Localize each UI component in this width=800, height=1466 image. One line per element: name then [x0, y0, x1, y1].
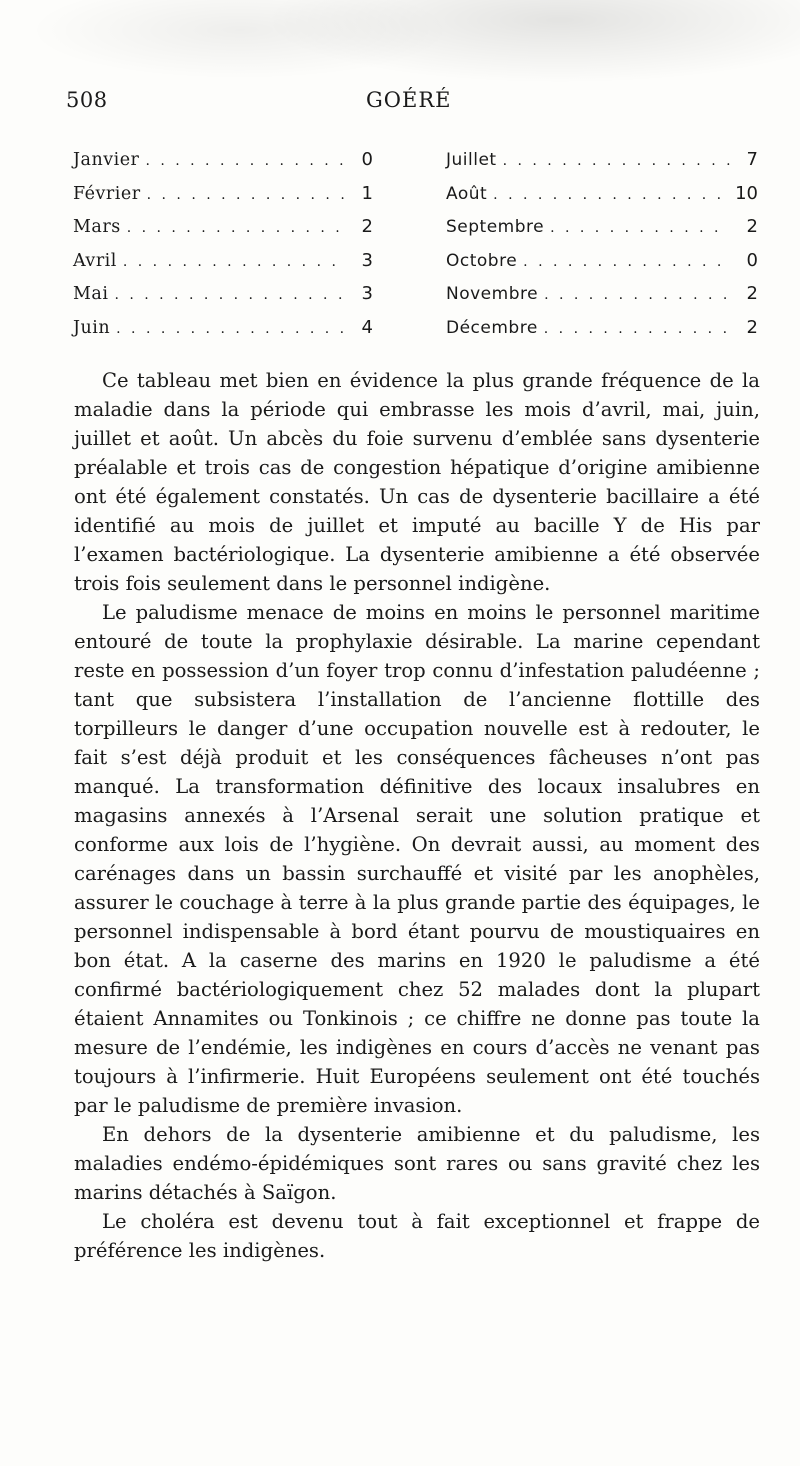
month-count: 1: [361, 182, 373, 204]
table-row: [73, 244, 373, 278]
table-row: [446, 311, 758, 345]
paragraph: En dehors de la dysenterie amibienne et du paludisme, les maladies endémo-épidémiques sont rares ou sans gravité chez les marins détachés à Saïgon.: [74, 1123, 760, 1204]
month-name: Août: [446, 183, 488, 204]
month-count: 2: [361, 216, 373, 237]
month-count: 2: [746, 316, 758, 338]
table-row: [73, 277, 373, 311]
month-name: Janvier: [73, 150, 140, 170]
table-row: [446, 210, 758, 244]
month-count: 3: [361, 283, 373, 304]
table-row: [73, 210, 373, 244]
month-count: 3: [361, 249, 373, 271]
dot-leader: [544, 313, 730, 347]
month-name: Octobre: [446, 250, 518, 271]
month-name: Juin: [73, 317, 111, 338]
month-count: 7: [746, 149, 758, 170]
table-row: [446, 244, 758, 278]
table-row: [73, 143, 373, 177]
month-count: 10: [735, 182, 758, 204]
dot-leader: [544, 279, 730, 313]
table-row: [446, 177, 758, 211]
month-name: Septembre: [446, 217, 545, 237]
month-name: Juillet: [446, 150, 497, 170]
dot-leader: [550, 212, 730, 246]
month-count: 0: [746, 249, 758, 271]
paragraph: Le paludisme menace de moins en moins le personnel maritime entouré de toute la prophylaxie désirable. La marine cependant reste en possession d’un foyer trop connu d’infestation paludéenne ; tant que subsistera l’installation de l’ancienne flottille des torpilleurs le danger d’une occupation nouvelle est à redouter, le fait s’est déjà produit et les conséquences fâcheuses n’ont pas manqué. La transformation définitive des locaux insalubres en magasins annexés à l’Arsenal serait une solution pratique et conforme aux lois de l’hygiène. On devrait aussi, au moment des carénages dans un bassin surchauffé et visité par les anophèles, assurer le couchage à terre à la plus grande partie des équipages, le personnel indispensable à bord étant pourvu de moustiquaires en bon état. A la caserne des marins en 1920 le paludisme a été confirmé bactériologiquement chez 52 malades dont la plupart étaient Annamites ou Tonkinois ; ce chiffre ne donne pas toute la mesure de l’endémie, les indigènes en cours d’accès ne venant pas toujours à l’infirmerie. Huit Européens seulement ont été touchés par le paludisme de première invasion.: [74, 601, 760, 1117]
month-name: Novembre: [446, 284, 539, 304]
dot-leader: [503, 145, 730, 179]
dot-leader: [116, 313, 345, 347]
dot-leader: [114, 279, 345, 313]
month-count: 2: [746, 216, 758, 237]
paragraph: Le choléra est devenu tout à fait exceptionnel et frappe de préférence les indigènes.: [74, 1210, 760, 1262]
month-name: Mai: [73, 284, 109, 304]
dot-leader: [145, 145, 345, 179]
dot-leader: [127, 212, 345, 246]
month-name: Avril: [73, 250, 117, 271]
body-text: [74, 366, 760, 1265]
table-row: [73, 311, 373, 345]
page-number: 508: [66, 88, 108, 112]
month-name: Février: [73, 183, 141, 204]
dot-leader: [123, 246, 345, 280]
month-count: 4: [361, 316, 373, 338]
month-count: 2: [746, 283, 758, 304]
dot-leader: [493, 179, 729, 213]
dot-leader: [523, 246, 730, 280]
table-row: [73, 177, 373, 211]
running-title: GOÉRÉ: [366, 88, 452, 112]
month-name: Décembre: [446, 317, 538, 338]
page-header: [66, 88, 746, 122]
table-column-first-half: [73, 143, 373, 344]
table-column-second-half: [446, 143, 758, 344]
table-row: [446, 143, 758, 177]
paragraph: Ce tableau met bien en évidence la plus grande fréquence de la maladie dans la période qui embrasse les mois d’avril, mai, juin, juillet et août. Un abcès du foie survenu d’emblée sans dysenterie préalable et trois cas de congestion hépatique d’origine amibienne ont été également constatés. Un cas de dysenterie bacillaire a été identifié au mois de juillet et imputé au bacille Y de His par l’examen bactériologique. La dysenterie amibienne a été observée trois fois seulement dans le personnel indigène.: [74, 369, 760, 595]
table-row: [446, 277, 758, 311]
dot-leader: [147, 179, 345, 213]
month-name: Mars: [73, 217, 121, 237]
month-count: 0: [361, 149, 373, 170]
